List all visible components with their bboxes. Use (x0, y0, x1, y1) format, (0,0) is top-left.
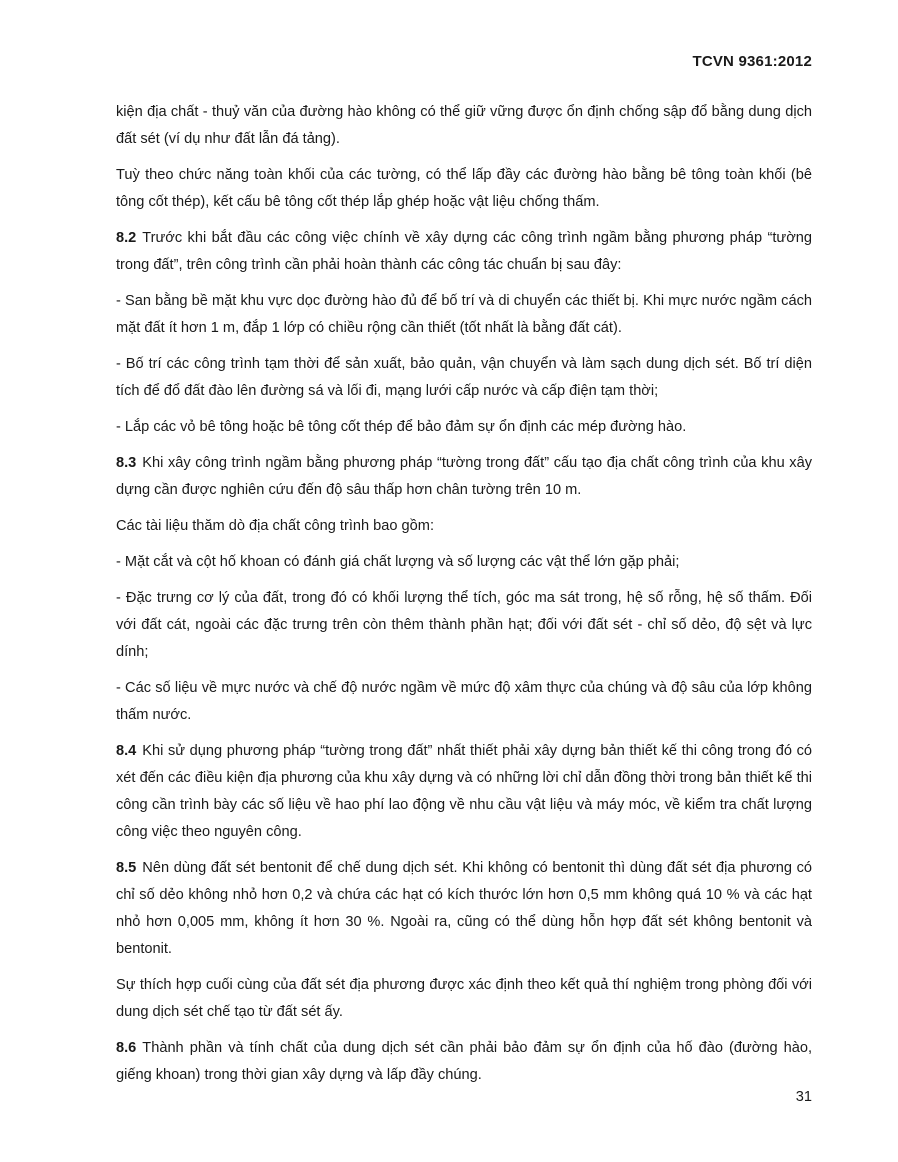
paragraph-text: - Mặt cắt và cột hố khoan có đánh giá chất lượng và số lượng các vật thể lớn gặp phải; (116, 554, 680, 570)
paragraph-text: Khi xây công trình ngầm bằng phương pháp “tường trong đất” cấu tạo địa chất công trình của khu xây dựng cần được nghiên cứu đến độ sâu thấp hơn chân tường trên 10 m. (116, 455, 812, 498)
section-number: 8.6 (116, 1040, 137, 1056)
paragraph-text: - San bằng bề mặt khu vực dọc đường hào đủ để bố trí và di chuyển các thiết bị. Khi mực nước ngầm cách mặt đất ít hơn 1 m, đắp 1 lớp có chiều rộng cần thiết (tốt nhất là bằng đất cát). (116, 293, 812, 336)
paragraph (116, 162, 812, 216)
paragraph-text: Khi sử dụng phương pháp “tường trong đất” nhất thiết phải xây dựng bản thiết kế thi công trong đó có xét đến các điều kiện địa phương của khu xây dựng và có những lời chỉ dẫn đồng thời trong bản thiết kế thi công cần trình bày các số liệu về hao phí lao động về nhu cầu vật liệu và máy móc, về kiểm tra chất lượng công việc theo nguyên công. (116, 743, 812, 840)
list-item (116, 549, 812, 576)
document-body (116, 99, 812, 1098)
paragraph-text: Nên dùng đất sét bentonit để chế dung dịch sét. Khi không có bentonit thì dùng đất sét địa phương có chỉ số dẻo không nhỏ hơn 0,2 và chứa các hạt có kích thước lớn hơn 0,5 mm không quá 10 % và các hạt nhỏ hơn 0,005 mm, không ít hơn 30 %. Ngoài ra, cũng có thể dùng hỗn hợp đất sét không bentonit và bentonit. (116, 860, 812, 957)
standard-code-header: TCVN 9361:2012 (692, 53, 812, 70)
paragraph-text: - Các số liệu về mực nước và chế độ nước ngầm về mức độ xâm thực của chúng và độ sâu của lớp không thấm nước. (116, 680, 812, 723)
list-item (116, 585, 812, 666)
list-item (116, 288, 812, 342)
list-item (116, 675, 812, 729)
paragraph (116, 99, 812, 153)
paragraph-text: - Đặc trưng cơ lý của đất, trong đó có khối lượng thể tích, góc ma sát trong, hệ số rỗng, hệ số thấm. Đối với đất cát, ngoài các đặc trưng trên còn thêm thành phần hạt; đối với đất sét - chỉ số dẻo, độ sệt và lực dính; (116, 590, 812, 660)
paragraph-text: - Lắp các vỏ bê tông hoặc bê tông cốt thép để bảo đảm sự ổn định các mép đường hào. (116, 419, 687, 435)
section-paragraph (116, 225, 812, 279)
page-number: 31 (795, 1089, 812, 1105)
paragraph-text: - Bố trí các công trình tạm thời để sản xuất, bảo quản, vận chuyển và làm sạch dung dịch sét. Bố trí diện tích để đổ đất đào lên đường sá và lối đi, mạng lưới cấp nước và cấp điện tạm thời; (116, 356, 812, 399)
paragraph-text: Các tài liệu thăm dò địa chất công trình bao gồm: (116, 518, 435, 534)
section-paragraph (116, 738, 812, 846)
paragraph (116, 972, 812, 1026)
list-item (116, 414, 812, 441)
section-number: 8.3 (116, 455, 137, 471)
list-item (116, 351, 812, 405)
paragraph-text: Sự thích hợp cuối cùng của đất sét địa phương được xác định theo kết quả thí nghiệm trong phòng đối với dung dịch sét chế tạo từ đất sét ấy. (116, 977, 812, 1020)
paragraph-text: kiện địa chất - thuỷ văn của đường hào không có thể giữ vững được ổn định chống sập đổ bằng dung dịch đất sét (ví dụ như đất lẫn đá tảng). (116, 104, 812, 147)
section-paragraph (116, 450, 812, 504)
paragraph-text: Thành phần và tính chất của dung dịch sét cần phải bảo đảm sự ổn định của hố đào (đường hào, giếng khoan) trong thời gian xây dựng và lấp đầy chúng. (116, 1040, 812, 1083)
section-number: 8.5 (116, 860, 137, 876)
section-number: 8.4 (116, 743, 137, 759)
section-number: 8.2 (116, 230, 137, 246)
section-paragraph (116, 855, 812, 963)
paragraph-text: Tuỳ theo chức năng toàn khối của các tường, có thể lấp đầy các đường hào bằng bê tông toàn khối (bê tông cốt thép), kết cấu bê tông cốt thép lắp ghép hoặc vật liệu chống thấm. (116, 167, 812, 210)
paragraph (116, 513, 812, 540)
paragraph-text: Trước khi bắt đầu các công việc chính về xây dựng các công trình ngầm bằng phương pháp “tường trong đất”, trên công trình cần phải hoàn thành các công tác chuẩn bị sau đây: (116, 230, 812, 273)
section-paragraph (116, 1035, 812, 1089)
